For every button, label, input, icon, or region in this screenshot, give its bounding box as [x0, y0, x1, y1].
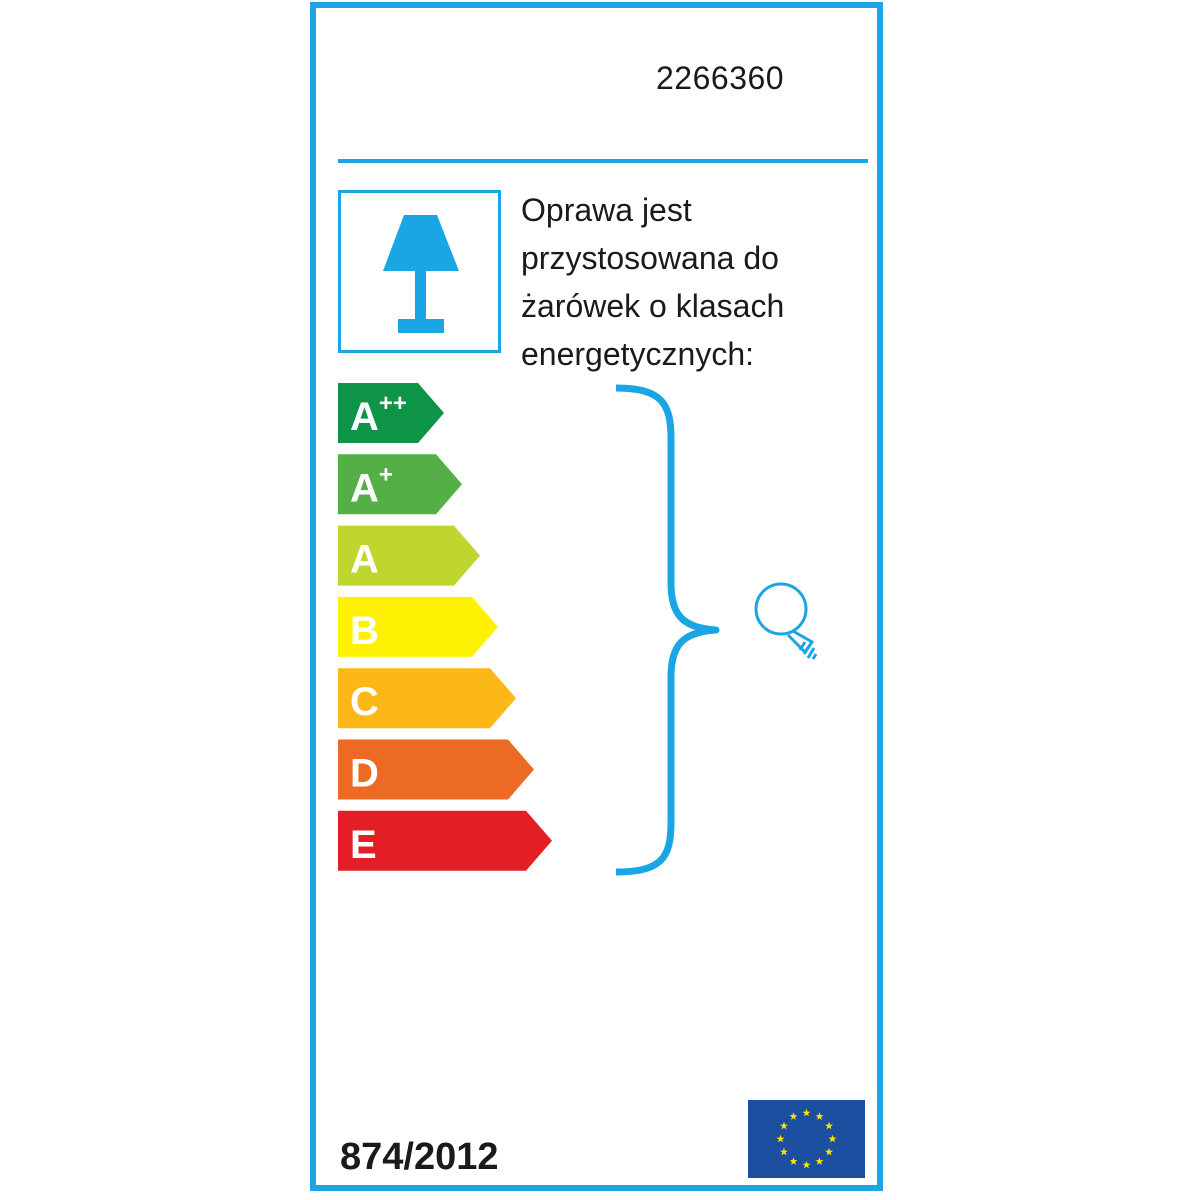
- energy-class-arrow: [338, 740, 534, 800]
- energy-class-superscript: +: [378, 461, 393, 489]
- energy-class-arrow: [338, 454, 462, 514]
- energy-class-label: D: [350, 751, 379, 796]
- energy-class-superscript: ++: [378, 390, 407, 417]
- energy-class-label: B: [350, 608, 379, 653]
- energy-label: [310, 2, 883, 1191]
- energy-class-label: A: [350, 537, 379, 582]
- regulation-number: 874/2012: [340, 1136, 499, 1178]
- energy-class-arrow: [338, 811, 552, 871]
- energy-class-label: A+: [350, 461, 393, 511]
- energy-scale: [316, 8, 889, 1197]
- model-number: 2266360: [656, 60, 785, 96]
- energy-class-arrow: [338, 597, 498, 657]
- energy-class-label: C: [350, 680, 379, 725]
- compatibility-text: Oprawa jest przystosowana do żarówek o klasach energetycznych:: [521, 192, 785, 372]
- energy-class-arrow: [338, 383, 444, 443]
- energy-class-label: A++: [350, 390, 407, 439]
- bracket-icon: [616, 388, 716, 872]
- energy-class-label: E: [350, 822, 377, 867]
- light-bulb-icon: [756, 584, 816, 659]
- eu-flag-icon: [748, 1100, 865, 1178]
- energy-class-arrow: [338, 668, 516, 728]
- energy-class-arrow: [338, 526, 480, 586]
